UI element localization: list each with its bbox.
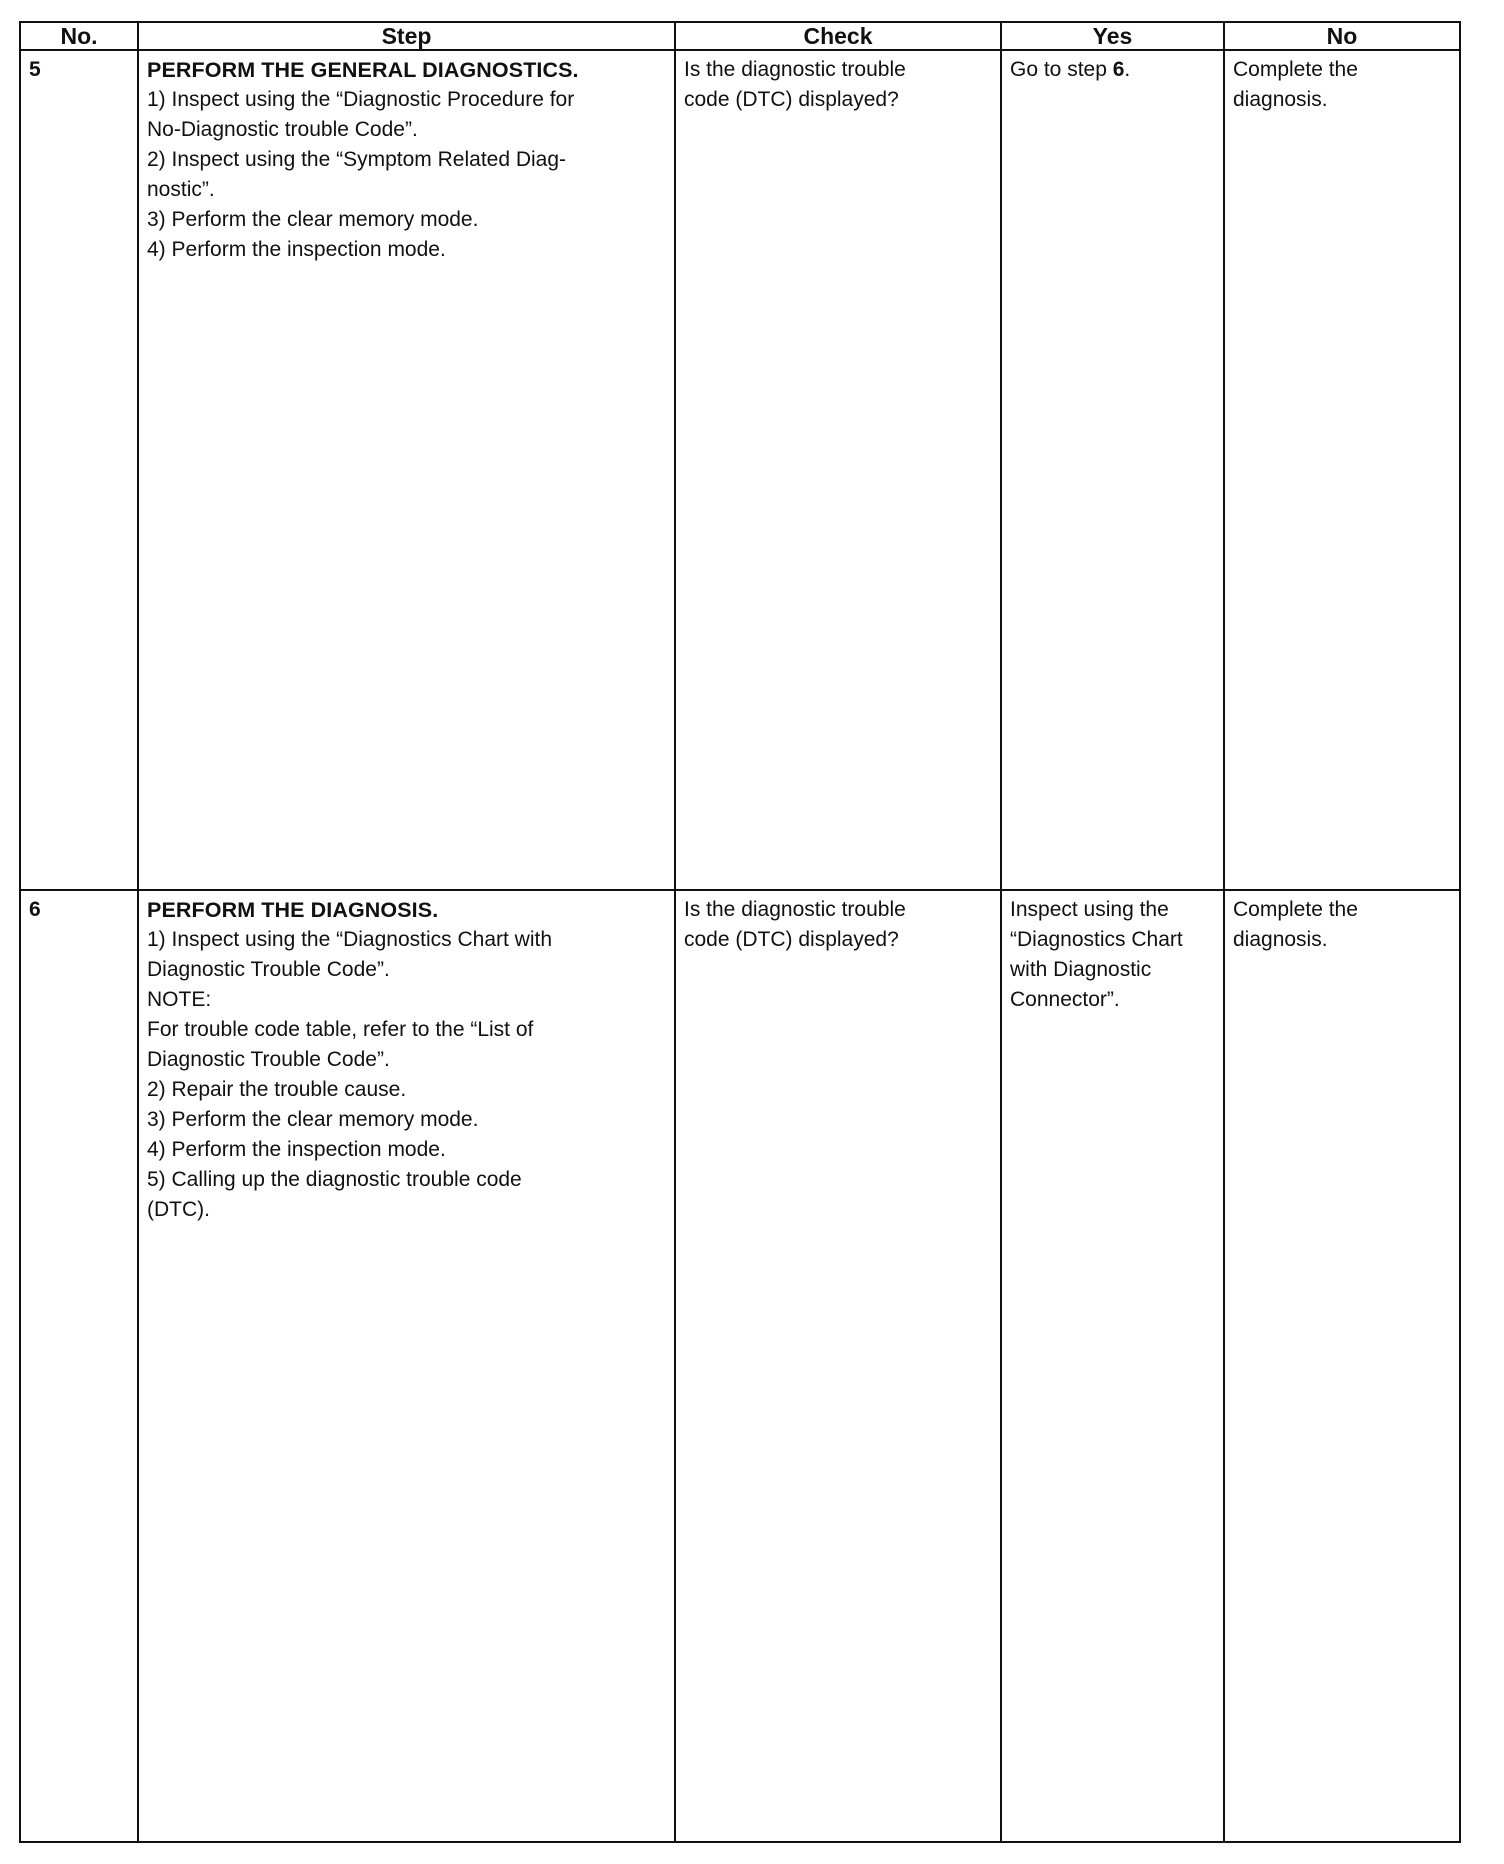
- table-header-row: [20, 22, 1460, 50]
- no-line: diagnosis.: [1233, 927, 1328, 951]
- yes-line: with Diagnostic: [1010, 957, 1152, 981]
- note-label: NOTE:: [147, 987, 212, 1011]
- no-line: Complete the: [1233, 58, 1358, 81]
- yes-prefix: Go to step: [1010, 58, 1113, 81]
- step-line: 2) Repair the trouble cause.: [147, 1077, 407, 1101]
- no-cell: [1224, 50, 1460, 890]
- table-row: [20, 50, 1460, 890]
- header-no-result: No: [1224, 22, 1460, 50]
- step-cell: [138, 50, 675, 890]
- yes-step-ref: 6: [1112, 58, 1125, 81]
- yes-line: [1010, 55, 1215, 85]
- header-check: Check: [675, 22, 1001, 50]
- step-title: PERFORM THE GENERAL DIAGNOSTICS.: [147, 58, 579, 82]
- yes-line: Connector”.: [1010, 987, 1120, 1011]
- step-number: 6: [20, 890, 138, 1842]
- yes-line: “Diagnostics Chart: [1010, 927, 1183, 951]
- table-row: [20, 890, 1460, 1842]
- no-line: Complete the: [1233, 897, 1358, 921]
- note-text: For trouble code table, refer to the “List of: [147, 1017, 534, 1041]
- check-line: code (DTC) displayed?: [684, 88, 899, 111]
- step-line: 3) Perform the clear memory mode.: [147, 208, 479, 231]
- header-no: No.: [20, 22, 138, 50]
- step-line: 4) Perform the inspection mode.: [147, 1137, 446, 1161]
- yes-line: Inspect using the: [1010, 897, 1169, 921]
- step-line: (DTC).: [147, 1197, 210, 1221]
- document-page: [19, 21, 1459, 1843]
- check-cell: [675, 50, 1001, 890]
- step-line: Diagnostic Trouble Code”.: [147, 957, 390, 981]
- step-line: 1) Inspect using the “Diagnostics Chart with: [147, 927, 553, 951]
- header-yes: Yes: [1001, 22, 1224, 50]
- check-line: code (DTC) displayed?: [684, 927, 899, 951]
- check-line: Is the diagnostic trouble: [684, 897, 906, 921]
- step-title: PERFORM THE DIAGNOSIS.: [147, 897, 439, 922]
- step-line: 2) Inspect using the “Symptom Related Diag-: [147, 148, 567, 171]
- step-number: 5: [20, 50, 138, 890]
- no-cell: [1224, 890, 1460, 1842]
- step-line: 5) Calling up the diagnostic trouble code: [147, 1167, 522, 1191]
- no-line: diagnosis.: [1233, 88, 1328, 111]
- diagnostic-procedure-table: [19, 21, 1461, 1843]
- step-line: No-Diagnostic trouble Code”.: [147, 118, 418, 141]
- step-cell: [138, 890, 675, 1842]
- yes-cell: [1001, 890, 1224, 1842]
- header-step: Step: [138, 22, 675, 50]
- check-line: Is the diagnostic trouble: [684, 58, 906, 81]
- step-line: nostic”.: [147, 178, 215, 201]
- step-line: 3) Perform the clear memory mode.: [147, 1107, 479, 1131]
- yes-cell: [1001, 50, 1224, 890]
- check-cell: [675, 890, 1001, 1842]
- note-text: Diagnostic Trouble Code”.: [147, 1047, 390, 1071]
- step-line: 1) Inspect using the “Diagnostic Procedure for: [147, 88, 575, 111]
- yes-suffix: .: [1124, 58, 1131, 81]
- step-line: 4) Perform the inspection mode.: [147, 238, 446, 261]
